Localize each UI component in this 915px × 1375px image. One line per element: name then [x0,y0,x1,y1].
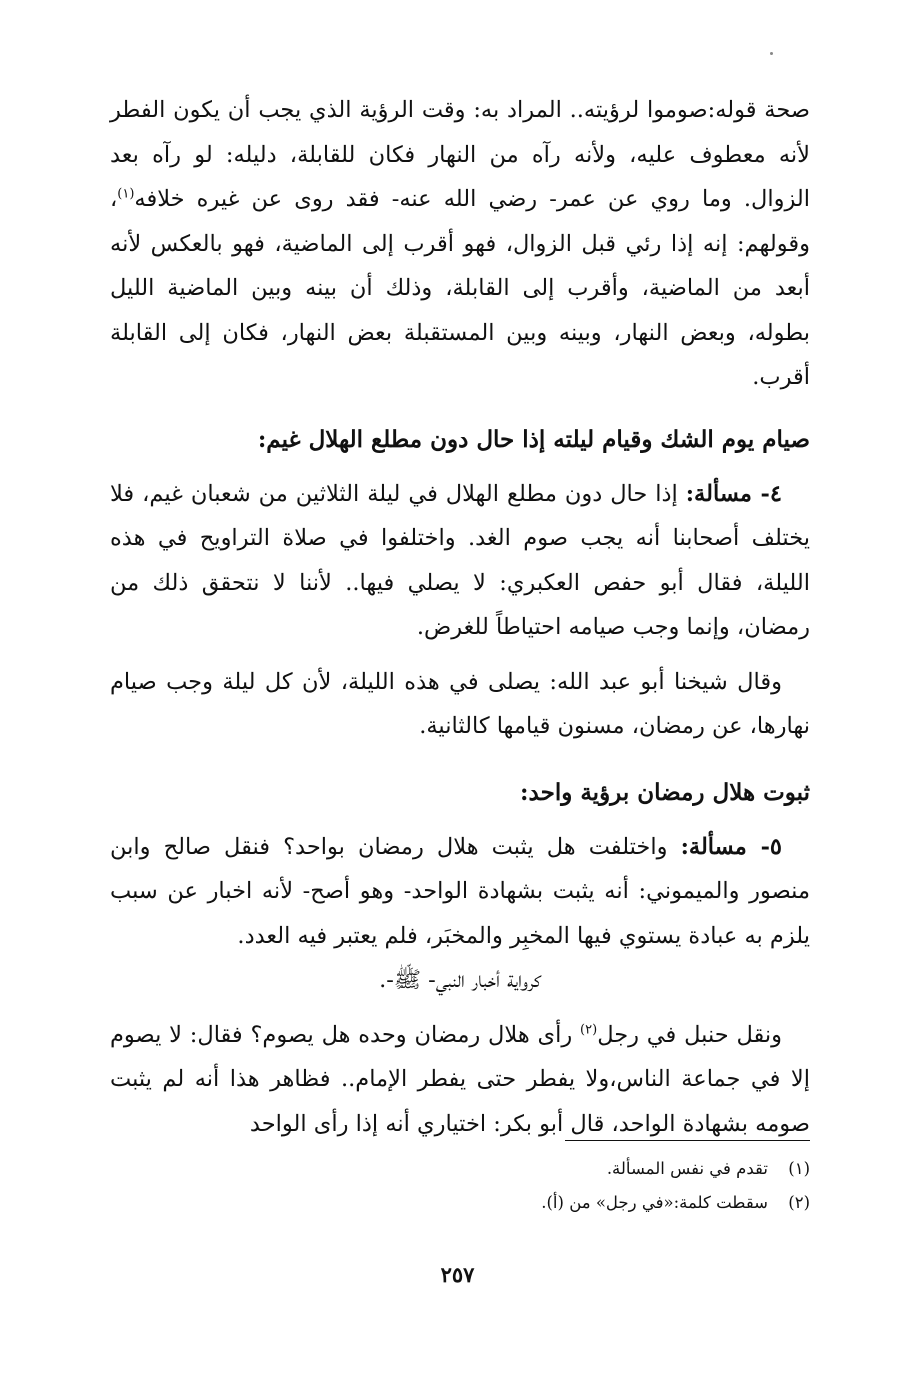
paragraph-hanbal [110,1013,810,1147]
footnote-2 [110,1186,810,1220]
footnote-2-number: (٢) [788,1193,810,1212]
paragraph-hanbal-start: ونقل حنبل في رجل [597,1021,782,1048]
issue-4-label: ٤- مسألة: [685,480,782,507]
page-body [110,88,810,1146]
footnote-1 [110,1152,810,1186]
section-heading-doubt-day: صيام يوم الشك وقيام ليلته إذا حال دون مطلع الهلال غيم: [257,425,810,453]
paragraph-1 [110,88,810,400]
paragraph-hanbal-rest: رأى هلال رمضان وحده هل يصوم؟ فقال: لا يصوم إلا في جماعة الناس،ولا يفطر حتى يفطر الإمام.. فظاهر هذا أنه لم يثبت صومه بشهادة الواحد، قال أبو بكر: اختياري أنه إذا رأى الواحد [110,1021,810,1137]
page-number: ٢٥٧ [440,1262,475,1287]
footnote-ref-1[interactable]: (١) [117,186,135,202]
issue-5-text: واختلفت هل يثبت هلال رمضان بواحد؟ فنقل صالح وابن منصور والميموني: أنه يثبت بشهادة الواحد- وهو أصح- لأنه اخبار عن سبب يلزم به عبادة يستوي فيها المخبِر والمخبَر، فلم يعتبر فيه العدد. [110,833,810,949]
paragraph-1-continuation: ، وقولهم: إنه إذا رئي قبل الزوال، فهو أقرب إلى الماضية، فهو بالعكس لأنه أبعد من الماضية، وأقرب إلى القابلة، وذلك أن بينه وبين الماضية الليل بطوله، وبعض النهار، وبينه وبين المستقبلة بعض النهار، فكان إلى القابلة أقرب. [110,186,810,390]
paragraph-shaykh: وقال شيخنا أبو عبد الله: يصلى في هذه الليلة، لأن كل ليلة وجب صيام نهارها، عن رمضان، مسنون قيامها كالثانية. [110,668,810,739]
margin-dot [770,52,773,55]
footnote-ref-2[interactable]: (٢) [580,1022,598,1037]
section-heading-single-witness: ثبوت هلال رمضان برؤية واحد: [520,778,810,806]
footnote-divider [565,1140,810,1141]
issue-5 [110,825,810,959]
issue-4 [110,472,810,650]
paragraph-1-text: صحة قوله:صوموا لرؤيته.. المراد به: وقت الرؤية الذي يجب أن يكون الفطر لأنه معطوف عليه، ولأنه رآه من النهار فكان للقابلة، دليله: لو رآه بعد الزوال. وما روي عن عمر- رضي الله عنه- فقد روى عن غيره خلافه [110,97,810,212]
centered-line: كرواية أخبار النبي- ﷺ-. [379,967,541,993]
footnote-2-text: سقطت كلمة:«في رجل» من (أ). [541,1193,768,1212]
footnotes [110,1152,810,1220]
footnote-1-number: (١) [788,1159,810,1178]
footnote-1-text: تقدم في نفس المسألة. [606,1159,768,1178]
issue-5-label: ٥- مسألة: [680,833,782,860]
issue-4-text: إذا حال دون مطلع الهلال في ليلة الثلاثين من شعبان غيم، فلا يختلف أصحابنا أنه يجب صوم الغد. واختلفوا في صلاة التراويح في هذه الليلة، فقال أبو حفص العكبري: لا يصلي فيها.. لأننا لا نتحقق ذلك من رمضان، وإنما وجب صيامه احتياطاً للغرض. [110,480,810,640]
